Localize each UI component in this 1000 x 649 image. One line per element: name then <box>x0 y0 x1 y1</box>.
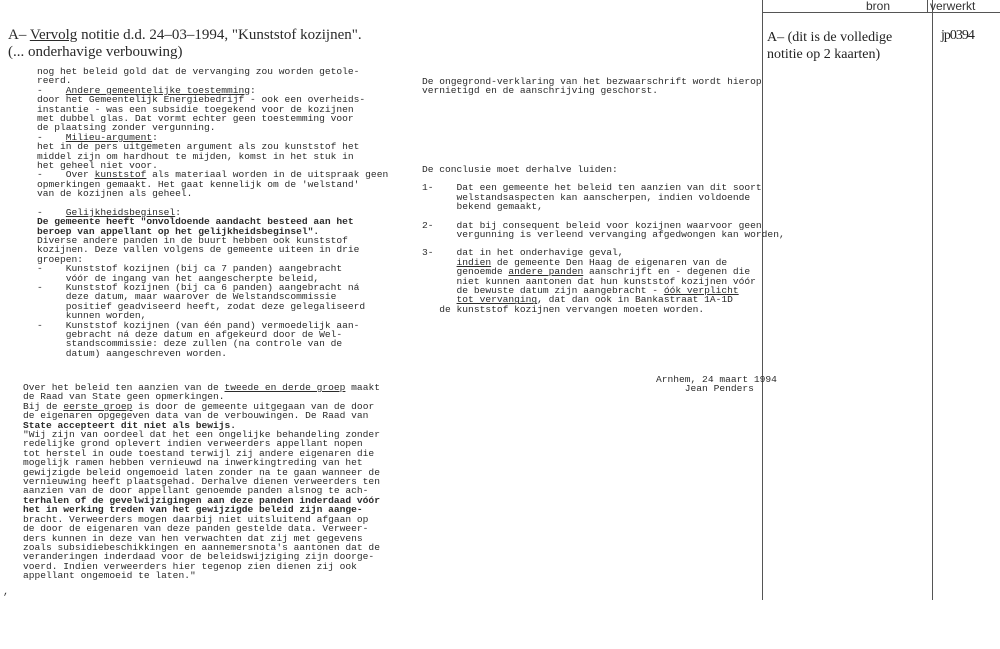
text-line: door het Gemeentelijk Energiebedrijf - ook een overheids- <box>37 94 366 106</box>
bullet-dash: - <box>37 131 66 143</box>
text-span: genoemde <box>422 266 509 278</box>
text-line: bekend gemaakt, <box>422 201 543 213</box>
author-name: Jean Penders <box>656 383 754 395</box>
text-line: - Kunststof kozijnen (van één pand) vermoedelijk aan- <box>37 319 360 331</box>
text-line: de eigenaren opgegeven data van de verbouwingen. De Raad van <box>23 410 369 422</box>
text-span: Bij de <box>23 400 64 412</box>
text-line: positief geadviseerd heeft, zodat deze gelegaliseerd <box>37 300 366 312</box>
text-line: mogelijk ramen hebben vernieuwd na inwerkingtreding van het <box>23 457 363 469</box>
underlined-term: andere panden <box>508 266 584 278</box>
text-line: beroep van appellant op het gelijkheidsbeginsel". <box>37 225 320 237</box>
text-line: groepen: <box>37 253 84 265</box>
signature-block <box>656 375 777 394</box>
text-span: aanschrijft en - degenen die <box>583 266 751 278</box>
section-heading: Milieu-argument <box>65 131 153 143</box>
text-line: nog het beleid gold dat de vervanging zou worden getole- <box>37 66 360 77</box>
title-line-1 <box>8 27 362 44</box>
text-line: aanzien van de door appellant genoemde panden alsnog te ach- <box>23 485 369 497</box>
text-line: ders kunnen in deze van hen verwachten dat zij met gegevens <box>23 532 363 544</box>
text-line: welstandsaspecten kan aanscherpen, indien voldoende <box>422 191 751 203</box>
section-heading: Gelijkheidsbeginsel <box>65 206 176 218</box>
text-line: - Kunststof kozijnen (bij ca 6 panden) aangebracht ná <box>37 281 360 293</box>
underlined-term: óók verplicht <box>663 285 739 297</box>
text-line: de door de eigenaren van deze panden gestelde data. Verweer- <box>23 523 369 535</box>
conclusion-item: 1- Dat een gemeente het beleid ten aanzien van dit soort <box>422 182 762 194</box>
text-line: gebracht ná deze datum en afgekeurd door de Wel- <box>37 328 343 340</box>
text-line: redelijke grond oplevert indien verweerders appellant nopen <box>23 438 363 450</box>
right-column-block-1 <box>422 77 762 96</box>
bullet-dash: - <box>37 206 66 218</box>
text-line: middel zijn om hardhout te mijden, komst in het stuk in <box>37 150 354 162</box>
text-line: de kunststof kozijnen vervangen moeten worden. <box>422 303 705 315</box>
text-line: zoals subsidiebeschikkingen en aannemersnota's aantonen dat de <box>23 541 380 553</box>
underlined-term: eerste groep <box>63 400 133 412</box>
text-line: het in werking treden van het gewijzigde beleid zijn aange- <box>23 504 363 516</box>
text-line: opmerkingen gemaakt. Het gaat kennelijk om de 'welstand' <box>37 178 360 190</box>
text-line: vernieuwing heeft plaatsgehad. Derhalve dienen verweerders ten <box>23 476 380 488</box>
bron-note-line-1: A– (dit is de volledige <box>767 30 893 45</box>
text-line: kunnen worden, <box>37 310 147 322</box>
title-line-2: (... onderhavige verbouwing) <box>8 44 183 60</box>
text-line: vergunning is verleend vervanging afgedwongen kan worden, <box>422 229 785 241</box>
text-line: standscommissie: deze zullen (na controle van de <box>37 338 343 350</box>
document-title <box>8 27 362 61</box>
text-line: tot herstel in oude toestand terwijl zij andere eigenaren die <box>23 447 375 459</box>
text-line: het in de pers uitgemeten argument als zou kunststof het <box>37 141 360 153</box>
colon: : <box>250 84 256 96</box>
text-span: , dat dan ook in Bankastraat 1A-1D <box>537 294 733 306</box>
text-span: als materiaal worden in de uitspraak geen <box>146 169 389 181</box>
bullet-dash: - <box>37 84 66 96</box>
margin-mid-rule <box>932 0 933 600</box>
text-span: Over het beleid ten aanzien van de <box>23 382 225 393</box>
conclusion-item: 3- dat in het onderhavige geval, <box>422 247 624 259</box>
verwerkt-header: verwerkt <box>930 0 976 13</box>
underlined-term: indien <box>456 256 492 268</box>
text-line: reerd. <box>37 75 72 87</box>
text-line: De ongegrond-verklaring van het bezwaarschrift wordt hierop <box>422 76 762 87</box>
bron-note-line-2: notitie op 2 kaarten) <box>767 47 881 62</box>
text-line: De gemeente heeft "onvoldoende aandacht besteed aan het <box>37 216 354 228</box>
text-span: is door de gemeente uitgegaan van de door <box>132 400 375 412</box>
verwerkt-code: jp0394 <box>941 28 974 43</box>
place-date: Arnhem, 24 maart 1994 <box>656 374 777 385</box>
margin-center-rule <box>927 0 928 12</box>
colon: : <box>175 206 181 218</box>
underlined-term: tweede en derde groep <box>224 382 346 393</box>
text-line: voerd. Indien verweerders hier tegenop zien dienen zij ook <box>23 560 357 572</box>
title-prefix: A– <box>8 27 30 43</box>
title-rest: notitie d.d. 24–03–1994, "Kunststof kozijnen". <box>77 27 362 43</box>
text-line: datum) aangeschreven worden. <box>37 347 227 359</box>
colon: : <box>152 131 158 143</box>
underlined-term: tot vervanging <box>456 294 538 306</box>
text-span: de gemeente Den Haag de eigenaren van de <box>491 256 728 268</box>
text-line: niet kunnen aantonen dat hun kunststof kozijnen vóór <box>422 275 756 287</box>
text-line: gewijzigde beleid ongemoeid laten zonder na te gaan wanneer de <box>23 466 380 478</box>
text-line: de Raad van State geen opmerkingen. <box>23 391 225 403</box>
text-line: veranderingen inderdaad voor de beleidswijziging zijn doorge- <box>23 551 375 563</box>
text-line: instantie - was een subsidie toegekend voor de kozijnen <box>37 103 354 115</box>
conclusion-heading: De conclusie moet derhalve luiden: <box>422 164 618 175</box>
section-heading: Andere gemeentelijke toestemming <box>65 84 251 96</box>
right-column-conclusion <box>422 165 785 314</box>
text-line: met dubbel glas. Dat vormt echter geen toestemming voor <box>37 113 354 125</box>
text-line: Diverse andere panden in de buurt hebben ook kunststof <box>37 234 348 246</box>
text-span: de bewuste datum zijn aangebracht - <box>422 285 664 297</box>
text-line: de plaatsing zonder vergunning. <box>37 122 216 134</box>
text-line: bracht. Verweerders mogen daarbij niet uitsluitend afgaan op <box>23 513 369 525</box>
text-line: vóór de ingang van het aangescherpte beleid, <box>37 272 320 284</box>
bron-header: bron <box>866 0 891 13</box>
text-line: van de kozijnen als geheel. <box>37 188 193 200</box>
left-column-block-2 <box>23 383 380 581</box>
text-line: kozijnen. Deze vallen volgens de gemeente uiteen in drie <box>37 244 360 256</box>
text-line: vernietigd en de aanschrijving geschorst. <box>422 85 659 97</box>
text-line: deze datum, maar waarover de Welstandscommissie <box>37 291 337 303</box>
text-line: het geheel niet voor. <box>37 160 158 172</box>
text-line: - Kunststof kozijnen (bij ca 7 panden) aangebracht <box>37 263 343 275</box>
text-line: "Wij zijn van oordeel dat het een ongelijke behandeling zonder <box>23 429 380 441</box>
bron-note <box>767 29 927 63</box>
text-line: terhalen of de gevelwijzigingen aan deze panden inderdaad vóór <box>23 494 380 506</box>
conclusion-item: 2- dat bij consequent beleid voor kozijnen waarvoor geen <box>422 219 762 231</box>
text-line: State accepteert dit niet als bewijs. <box>23 419 237 431</box>
text-span: - Over <box>37 169 95 181</box>
margin-mark: , <box>3 587 10 598</box>
left-column-block-1 <box>37 67 388 358</box>
title-vervolg: Vervolg <box>29 27 78 43</box>
underlined-term: kunststof <box>94 169 147 181</box>
text-line: appellant ongemoeid te laten." <box>23 570 196 582</box>
text-span: maakt <box>345 382 380 393</box>
